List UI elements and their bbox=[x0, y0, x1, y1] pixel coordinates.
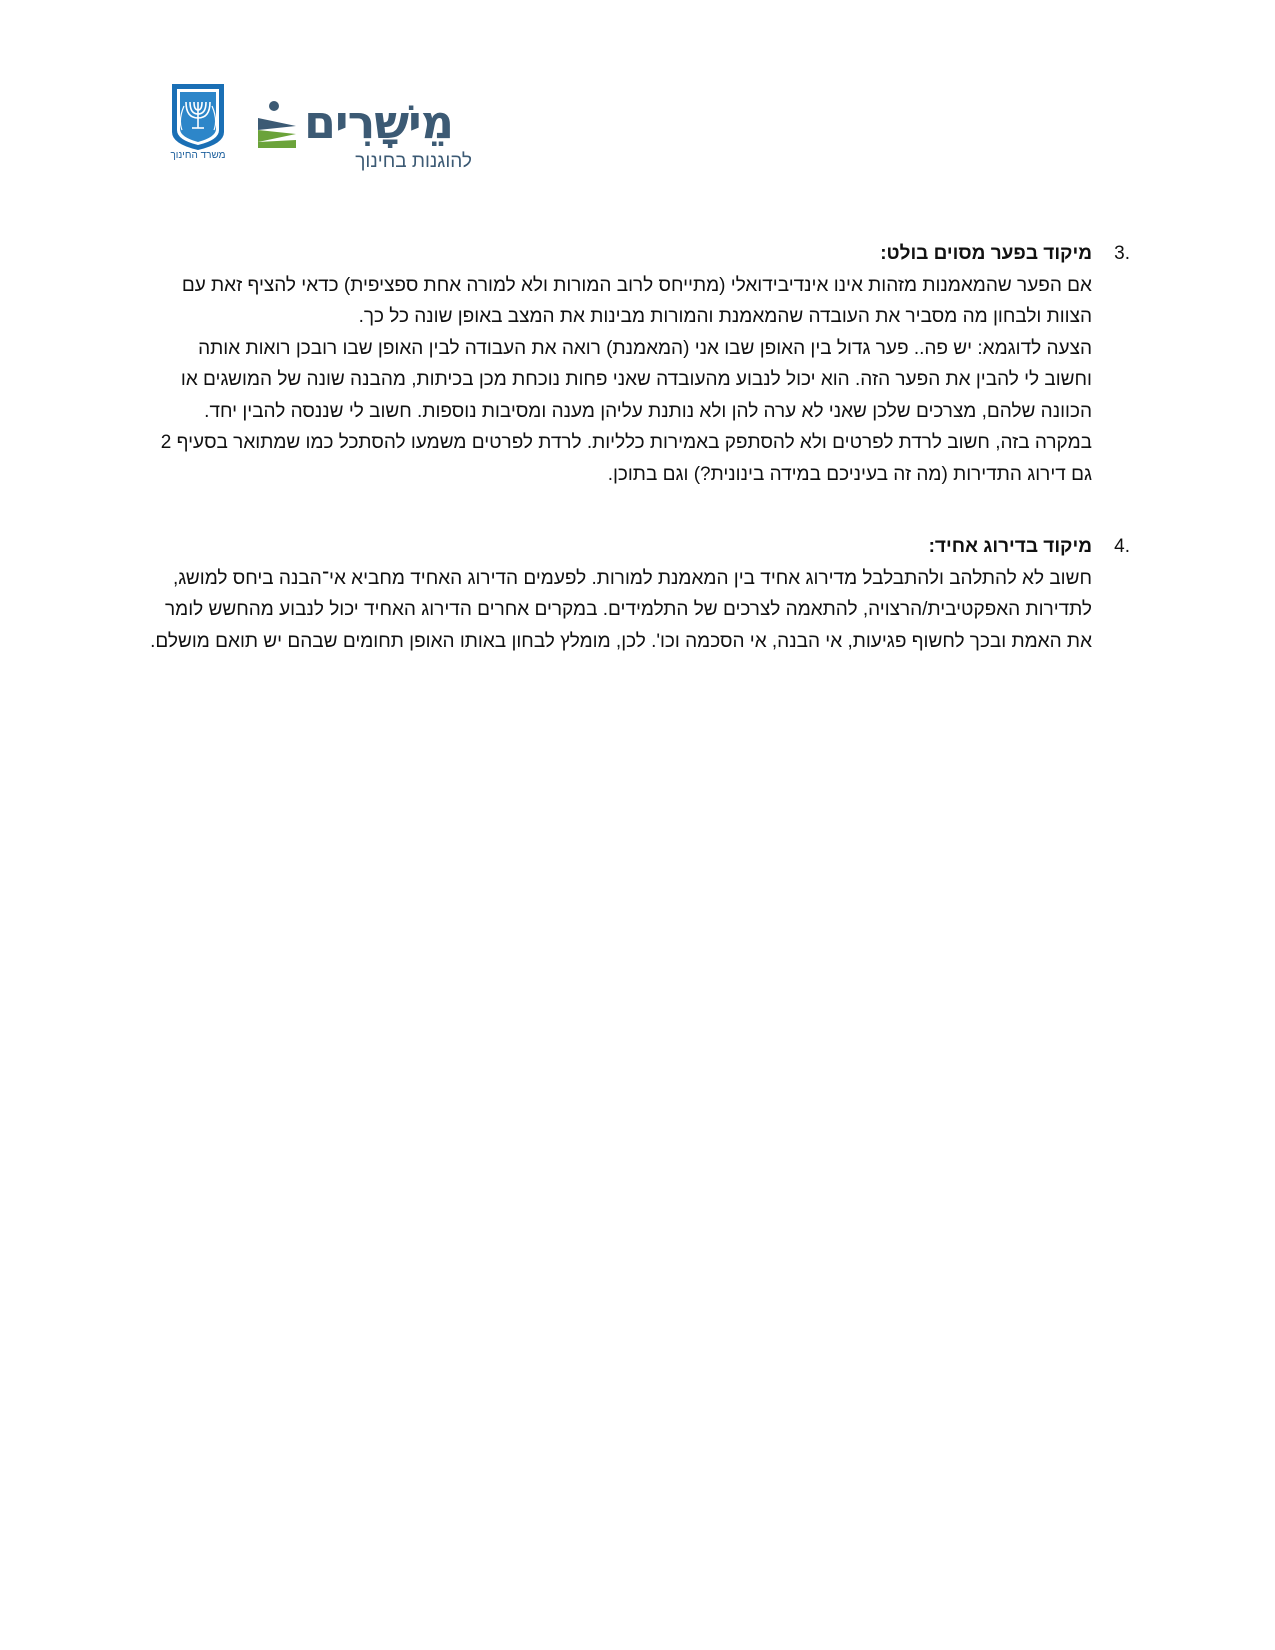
paragraph: הצעה לדוגמא: יש פה.. פער גדול בין האופן שבו אני (המאמנת) רואה את העבודה לבין האופן שבו רובכן רואות אותה וחשוב לי להבין את הפער הזה. הוא יכול לנבוע מהעובדה שאני פחות נוכחת מכן בכיתות, מהבנה שונה של המושגים או הכוונה שלהם, מצרכים שלכן שאני לא ערה להן ולא נותנת עליהן מענה ומסיבות נוספות. חשוב לי שננסה להבין יחד. bbox=[180, 337, 1092, 422]
mesharim-mark-icon bbox=[252, 100, 302, 150]
document-body bbox=[150, 238, 1130, 657]
section-3 bbox=[150, 238, 1130, 490]
section-heading bbox=[150, 531, 1130, 563]
section-body bbox=[150, 270, 1092, 491]
mesharim-wordmark: מֵישָׁרִים bbox=[304, 95, 453, 149]
page-header bbox=[168, 80, 488, 180]
section-4 bbox=[150, 531, 1130, 657]
section-number: 4. bbox=[1114, 536, 1130, 557]
ministry-caption: משרד החינוך bbox=[170, 150, 226, 161]
section-body bbox=[150, 563, 1092, 658]
paragraph: אם הפער שהמאמנות מזהות אינו אינדיבידואלי (מתייחס לרוב המורות ולא למורה אחת ספציפית) כדאי להציף זאת עם הצוות ולבחון מה מסביר את העובדה שהמאמנת והמורות מבינות את המצב באופן שונה כל כך. bbox=[181, 274, 1092, 327]
paragraph: במקרה בזה, חשוב לרדת לפרטים ולא להסתפק באמירות כלליות. לרדת לפרטים משמעו להסתכל כמו שמתואר בסעיף 2 גם דירוג התדירות (מה זה בעיניכם במידה בינונית?) וגם בתוכן. bbox=[160, 432, 1092, 485]
mesharim-subtitle: להוגנות בחינוך bbox=[355, 151, 472, 172]
paragraph: חשוב לא להתלהב ולהתבלבל מדירוג אחיד בין המאמנת למורות. לפעמים הדירוג האחיד מחביא אי־הבנה ביחס למושג, לתדירות האפקטיבית/הרצויה, להתאמה לצרכים של התלמידים. במקרים אחרים הדירוג האחיד יכול לנבוע מהחשש לומר את האמת ובכך לחשוף פגיעות, אי הבנה, אי הסכמה וכו'. לכן, מומלץ לבחון באותו האופן תחומים שבהם יש תואם מושלם. bbox=[150, 567, 1092, 652]
section-title: מיקוד בפער מסוים בולט: bbox=[880, 243, 1092, 264]
section-heading bbox=[150, 238, 1130, 270]
section-number: 3. bbox=[1114, 243, 1130, 264]
section-title: מיקוד בדירוג אחיד: bbox=[928, 536, 1092, 557]
